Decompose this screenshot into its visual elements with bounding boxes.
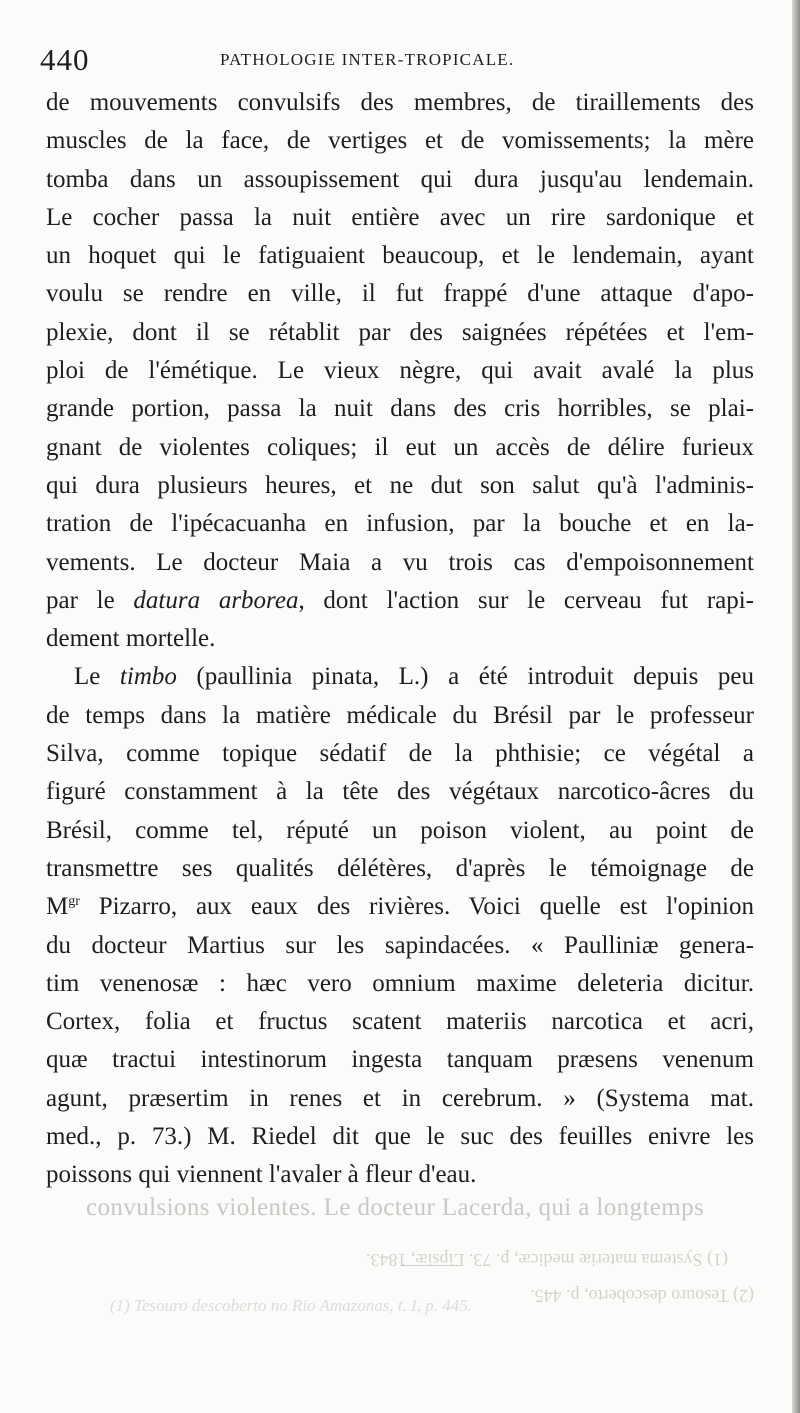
text-line: Cortex, folia et fructus scatent materiis narcotica et acri,	[46, 1008, 754, 1036]
text-line: de temps dans la matière médicale du Brésil par le professeur	[46, 701, 754, 729]
text-line: gnant de violentes coliques; il eut un accès de délire furieux	[46, 433, 754, 461]
page-header	[40, 38, 756, 82]
italic-term-datura-arborea: datura arborea	[133, 586, 299, 614]
text-segment: Le	[74, 663, 120, 691]
text-line: du docteur Martius sur les sapindacées. « Paulliniæ genera-	[46, 931, 754, 959]
text-line: vements. Le docteur Maia a vu trois cas d'empoisonnement	[46, 548, 754, 576]
text-line: Le cocher passa la nuit entière avec un rire sardonique et	[46, 203, 754, 231]
bleed-through-text: convulsions violentes. Le docteur Lacerda, qui a longtemps	[86, 1194, 705, 1221]
text-line: grande portion, passa la nuit dans des cris horribles, se plai-	[46, 395, 754, 423]
text-line: tim venenosæ : hæc vero omnium maxime deleteria dicitur.	[46, 969, 754, 997]
bleed-through-footnote: (2) Tesouro descoberto, p. 445.	[530, 1286, 754, 1306]
text-line: tomba dans un assoupissement qui dura jusqu'au lendemain.	[46, 165, 754, 193]
text-line: muscles de la face, de vertiges et de vomissements; la mère	[46, 127, 754, 155]
body-text	[46, 84, 754, 1195]
text-segment: M	[46, 893, 69, 921]
text-line: tration de l'ipécacuanha en infusion, par la bouche et en la-	[46, 510, 754, 538]
text-line: Silva, comme topique sédatif de la phthisie; ce végétal a	[46, 740, 754, 768]
paragraph-end-line: dement mortelle.	[46, 625, 216, 653]
text-line: agunt, præsertim in renes et in cerebrum. » (Systema mat.	[46, 1084, 754, 1112]
superscript-abbreviation: gr	[68, 894, 80, 910]
text-line: voulu se rendre en ville, il fut frappé d'une attaque d'apo-	[46, 280, 754, 308]
text-segment: par le	[46, 586, 134, 614]
bleed-through-footnote: (1) Tesouro descoberto no Rio Amazonas, t. I, p. 445.	[110, 1296, 473, 1315]
text-line: plexie, dont il se rétablit par des saignées répétées et l'em-	[46, 318, 754, 346]
text-line-with-superscript	[46, 888, 754, 926]
text-line: un hoquet qui le fatiguaient beaucoup, et le lendemain, ayant	[46, 242, 754, 270]
page-number: 440	[40, 42, 90, 77]
text-segment: (paullinia pinata, L.) a été introduit depuis peu	[176, 663, 754, 691]
bleed-through-footnote: (1) Systema materiæ medicæ, p. 73. Lipsiæ, 1843.	[366, 1250, 728, 1270]
paragraph-end-line: poissons qui viennent l'avaler à fleur d'eau.	[46, 1161, 477, 1189]
bleed-through-rule	[400, 1265, 460, 1266]
text-segment: , dont l'action sur le cerveau fut rapi-	[298, 586, 755, 614]
text-line: ploi de l'émétique. Le vieux nègre, qui avait avalé la plus	[46, 357, 754, 385]
text-line: quæ tractui intestinorum ingesta tanquam præsens venenum	[46, 1046, 754, 1074]
italic-term-timbo: timbo	[119, 663, 177, 691]
page-edge-shadow	[792, 0, 800, 1413]
text-line: transmettre ses qualités délétères, d'après le témoignage de	[46, 854, 754, 882]
text-line: qui dura plusieurs heures, et ne dut son salut qu'à l'adminis-	[46, 471, 754, 499]
text-line: Brésil, comme tel, réputé un poison violent, au point de	[46, 816, 754, 844]
text-line: med., p. 73.) M. Riedel dit que le suc des feuilles enivre les	[46, 1123, 754, 1151]
text-segment: Pizarro, aux eaux des rivières. Voici quelle est l'opinion	[79, 893, 754, 921]
paragraph-start-line	[46, 658, 754, 696]
running-title: PATHOLOGIE INTER-TROPICALE.	[220, 50, 515, 69]
text-line-with-italic	[46, 582, 754, 620]
text-line: figuré constamment à la tête des végétaux narcotico-âcres du	[46, 778, 754, 806]
text-line: de mouvements convulsifs des membres, de tiraillements des	[46, 89, 754, 116]
